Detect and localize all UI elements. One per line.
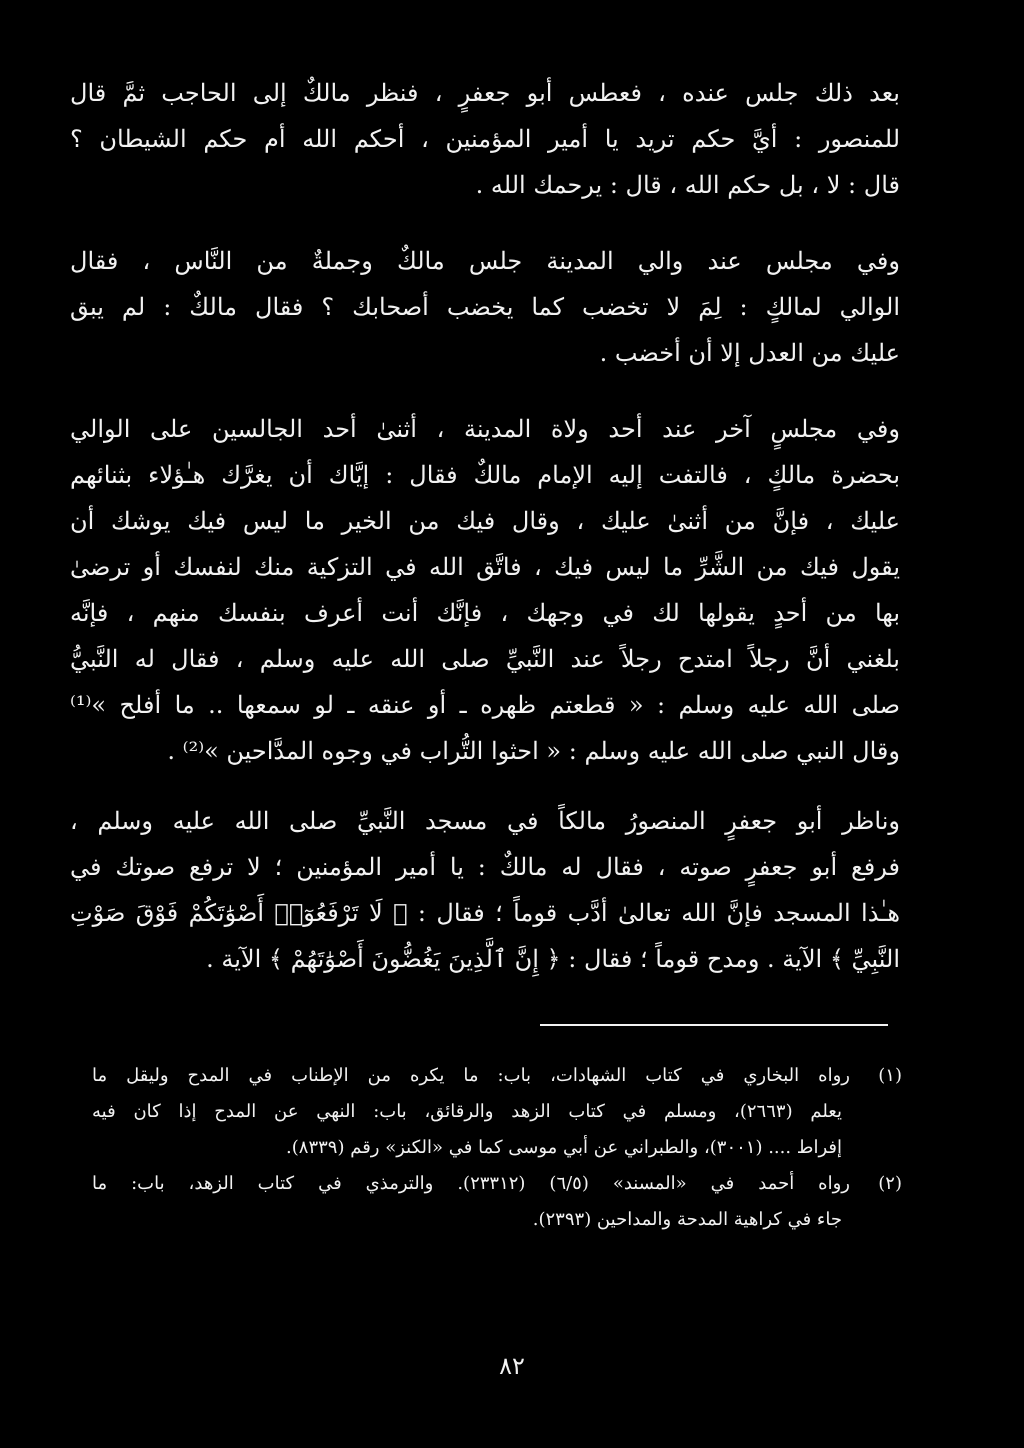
footnote-line: يعلم (٢٦٦٣)، ومسلم في كتاب الزهد والرقائق، باب: النهي عن المدح إذا كان فيه <box>92 1101 842 1122</box>
text-line: هـٰذا المسجد فإنَّ الله تعالىٰ أدَّب قوماً ؛ فقال : ﴿ لَا تَرْفَعُوٓا۟ أَصْوَٰتَكُمْ فَوْقَ صَوْتِ <box>70 899 900 927</box>
text-line: يقول فيك من الشَّرِّ ما ليس فيك ، فاتَّق الله في التزكية منك لنفسك أو ترضىٰ <box>70 553 900 581</box>
footnote-number: (١) <box>878 1065 902 1086</box>
paragraph-1 <box>70 70 900 208</box>
paragraph-4 <box>70 798 900 982</box>
text-line: وفي مجلسٍ آخر عند أحد ولاة المدينة ، أثنىٰ أحد الجالسين على الوالي <box>70 415 900 443</box>
footnote-line: إفراط .... (٣٠٠١)، والطبراني عن أبي موسى كما في «الكنز» رقم (٨٣٣٩). <box>286 1137 842 1158</box>
footnote-text: رواه البخاري في كتاب الشهادات، باب: ما يكره من الإطناب في المدح وليقل ما <box>92 1065 850 1086</box>
paragraph-2 <box>70 238 900 376</box>
text-line: الوالي لمالكٍ : لِمَ لا تخضب كما يخضب أصحابك ؟ فقال مالكٌ : لم يبق <box>70 293 900 321</box>
page-number: ٨٢ <box>499 1352 525 1380</box>
text-line: بلغني أنَّ رجلاً امتدح رجلاً عند النَّبيِّ صلى الله عليه وسلم ، فقال له النَّبيُّ <box>70 645 900 673</box>
text-line: بها من أحدٍ يقولها لك في وجهك ، فإنَّك أنت أعرف بنفسك منهم ، فإنَّه <box>70 599 900 627</box>
text-line: للمنصور : أيَّ حكم تريد يا أمير المؤمنين ، أحكم الله أم حكم الشيطان ؟ <box>70 125 900 153</box>
footnote-separator <box>540 1024 888 1026</box>
footnote-number: (٢) <box>878 1173 902 1194</box>
text-line: قال : لا ، بل حكم الله ، قال : يرحمك الله . <box>475 171 900 199</box>
footnote-line: جاء في كراهية المدحة والمداحين (٢٣٩٣). <box>532 1209 842 1230</box>
text-line: صلى الله عليه وسلم : « قطعتم ظهره ـ أو عنقه ـ لو سمعها .. ما أفلح »⁽¹⁾ <box>70 691 900 719</box>
footnotes <box>92 1058 902 1238</box>
text-line: عليك ، فإنَّ من أثنىٰ عليك ، وقال فيك من الخير ما ليس فيك يوشك أن <box>70 507 900 535</box>
text-line: وقال النبي صلى الله عليه وسلم : « احثوا التُّراب في وجوه المدَّاحين »⁽²⁾ . <box>167 737 900 765</box>
main-text <box>70 70 900 982</box>
text-line: وناظر أبو جعفرٍ المنصورُ مالكاً في مسجد النَّبيِّ صلى الله عليه وسلم ، <box>70 807 900 835</box>
text-line: بعد ذلك جلس عنده ، فعطس أبو جعفرٍ ، فنظر مالكٌ إلى الحاجب ثمَّ قال <box>70 79 900 107</box>
text-line: فرفع أبو جعفرٍ صوته ، فقال له مالكٌ : يا أمير المؤمنين ؛ لا ترفع صوتك في <box>70 853 900 881</box>
footnote-text: رواه أحمد في «المسند» (٦/٥) (٢٣٣١٢). والترمذي في كتاب الزهد، باب: ما <box>92 1173 850 1194</box>
text-line: عليك من العدل إلا أن أخضب . <box>599 339 900 367</box>
text-line: بحضرة مالكٍ ، فالتفت إليه الإمام مالكٌ فقال : إيَّاك أن يغرَّك هـٰؤلاء بثنائهم <box>70 461 900 489</box>
footnote-line <box>92 1058 902 1094</box>
paragraph-3 <box>70 406 900 774</box>
text-line: وفي مجلس عند والي المدينة جلس مالكٌ وجملةٌ من النَّاس ، فقال <box>70 247 900 275</box>
footnote-line <box>92 1166 902 1202</box>
text-line: النَّبِيِّ ﴾ الآية . ومدح قوماً ؛ فقال : ﴿ إِنَّ ٱلَّذِينَ يَغُضُّونَ أَصْوَٰتَهُمْ ﴾ الآية . <box>206 945 900 973</box>
